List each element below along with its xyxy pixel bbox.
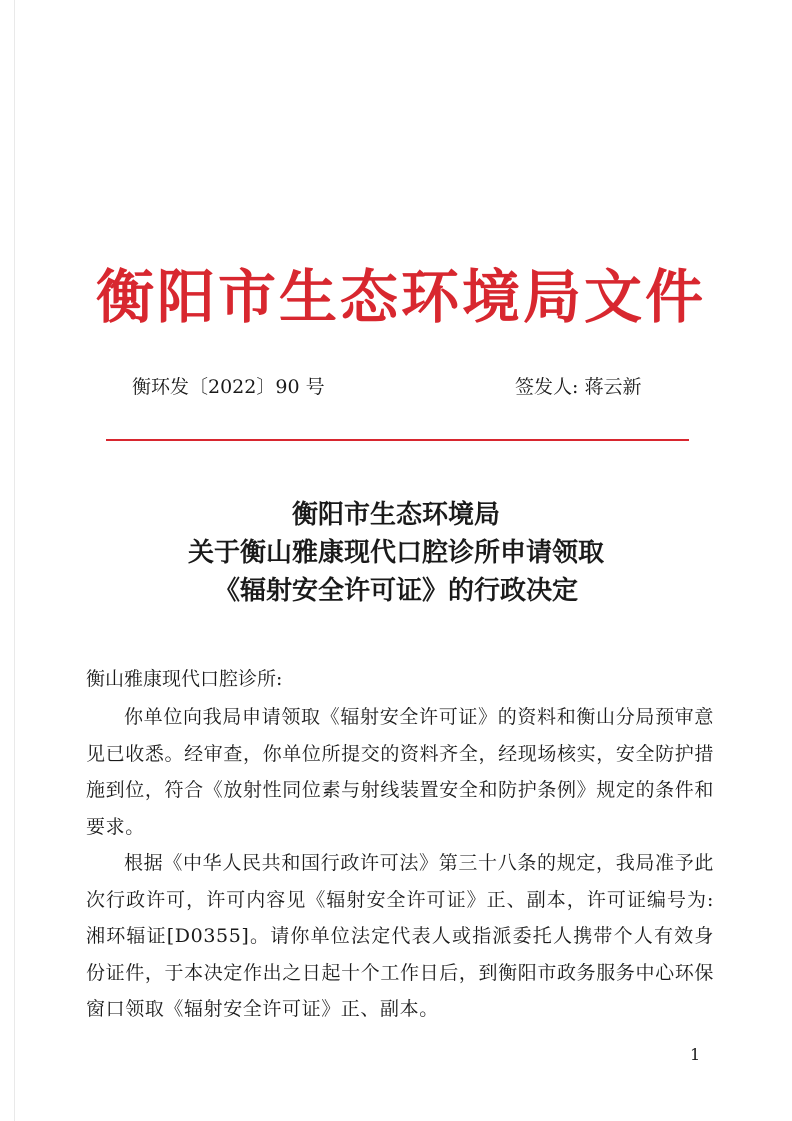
document-title — [100, 496, 692, 610]
red-divider-line — [106, 439, 689, 441]
body-text — [86, 699, 714, 1028]
scan-edge-line — [14, 0, 15, 1121]
document-title-line-1: 衡阳市生态环境局 — [291, 500, 500, 530]
body-paragraph-1: 你单位向我局申请领取《辐射安全许可证》的资料和衡山分局预审意见已收悉。经审查，你单位所提交的资料齐全，经现场核实，安全防护措施到位，符合《放射性同位素与射线装置安全和防护条例》规定的条件和要求。 — [86, 706, 714, 838]
salutation: 衡山雅康现代口腔诊所: — [86, 668, 283, 690]
page-number: 1 — [690, 1045, 701, 1064]
document-number: 衡环发〔2022〕90 号 — [132, 376, 325, 398]
red-header-title: 衡阳市生态环境局文件 — [96, 263, 707, 331]
signer: 签发人: 蒋云新 — [515, 376, 642, 398]
body-paragraph-2: 根据《中华人民共和国行政许可法》第三十八条的规定，我局准予此次行政许可，许可内容见《辐射安全许可证》正、副本，许可证编号为: 湘环辐证[D0355]。请你单位法定代表人或指派委托人携带个人有效身份证件，于本决定作出之日起十个工作日后，到衡阳市政务服务中心环保窗口领取《辐射安全许可证》正、副本。 — [86, 852, 714, 1020]
document-title-line-3: 《辐射安全许可证》的行政决定 — [213, 576, 578, 606]
document-title-line-2: 关于衡山雅康现代口腔诊所申请领取 — [187, 538, 604, 568]
